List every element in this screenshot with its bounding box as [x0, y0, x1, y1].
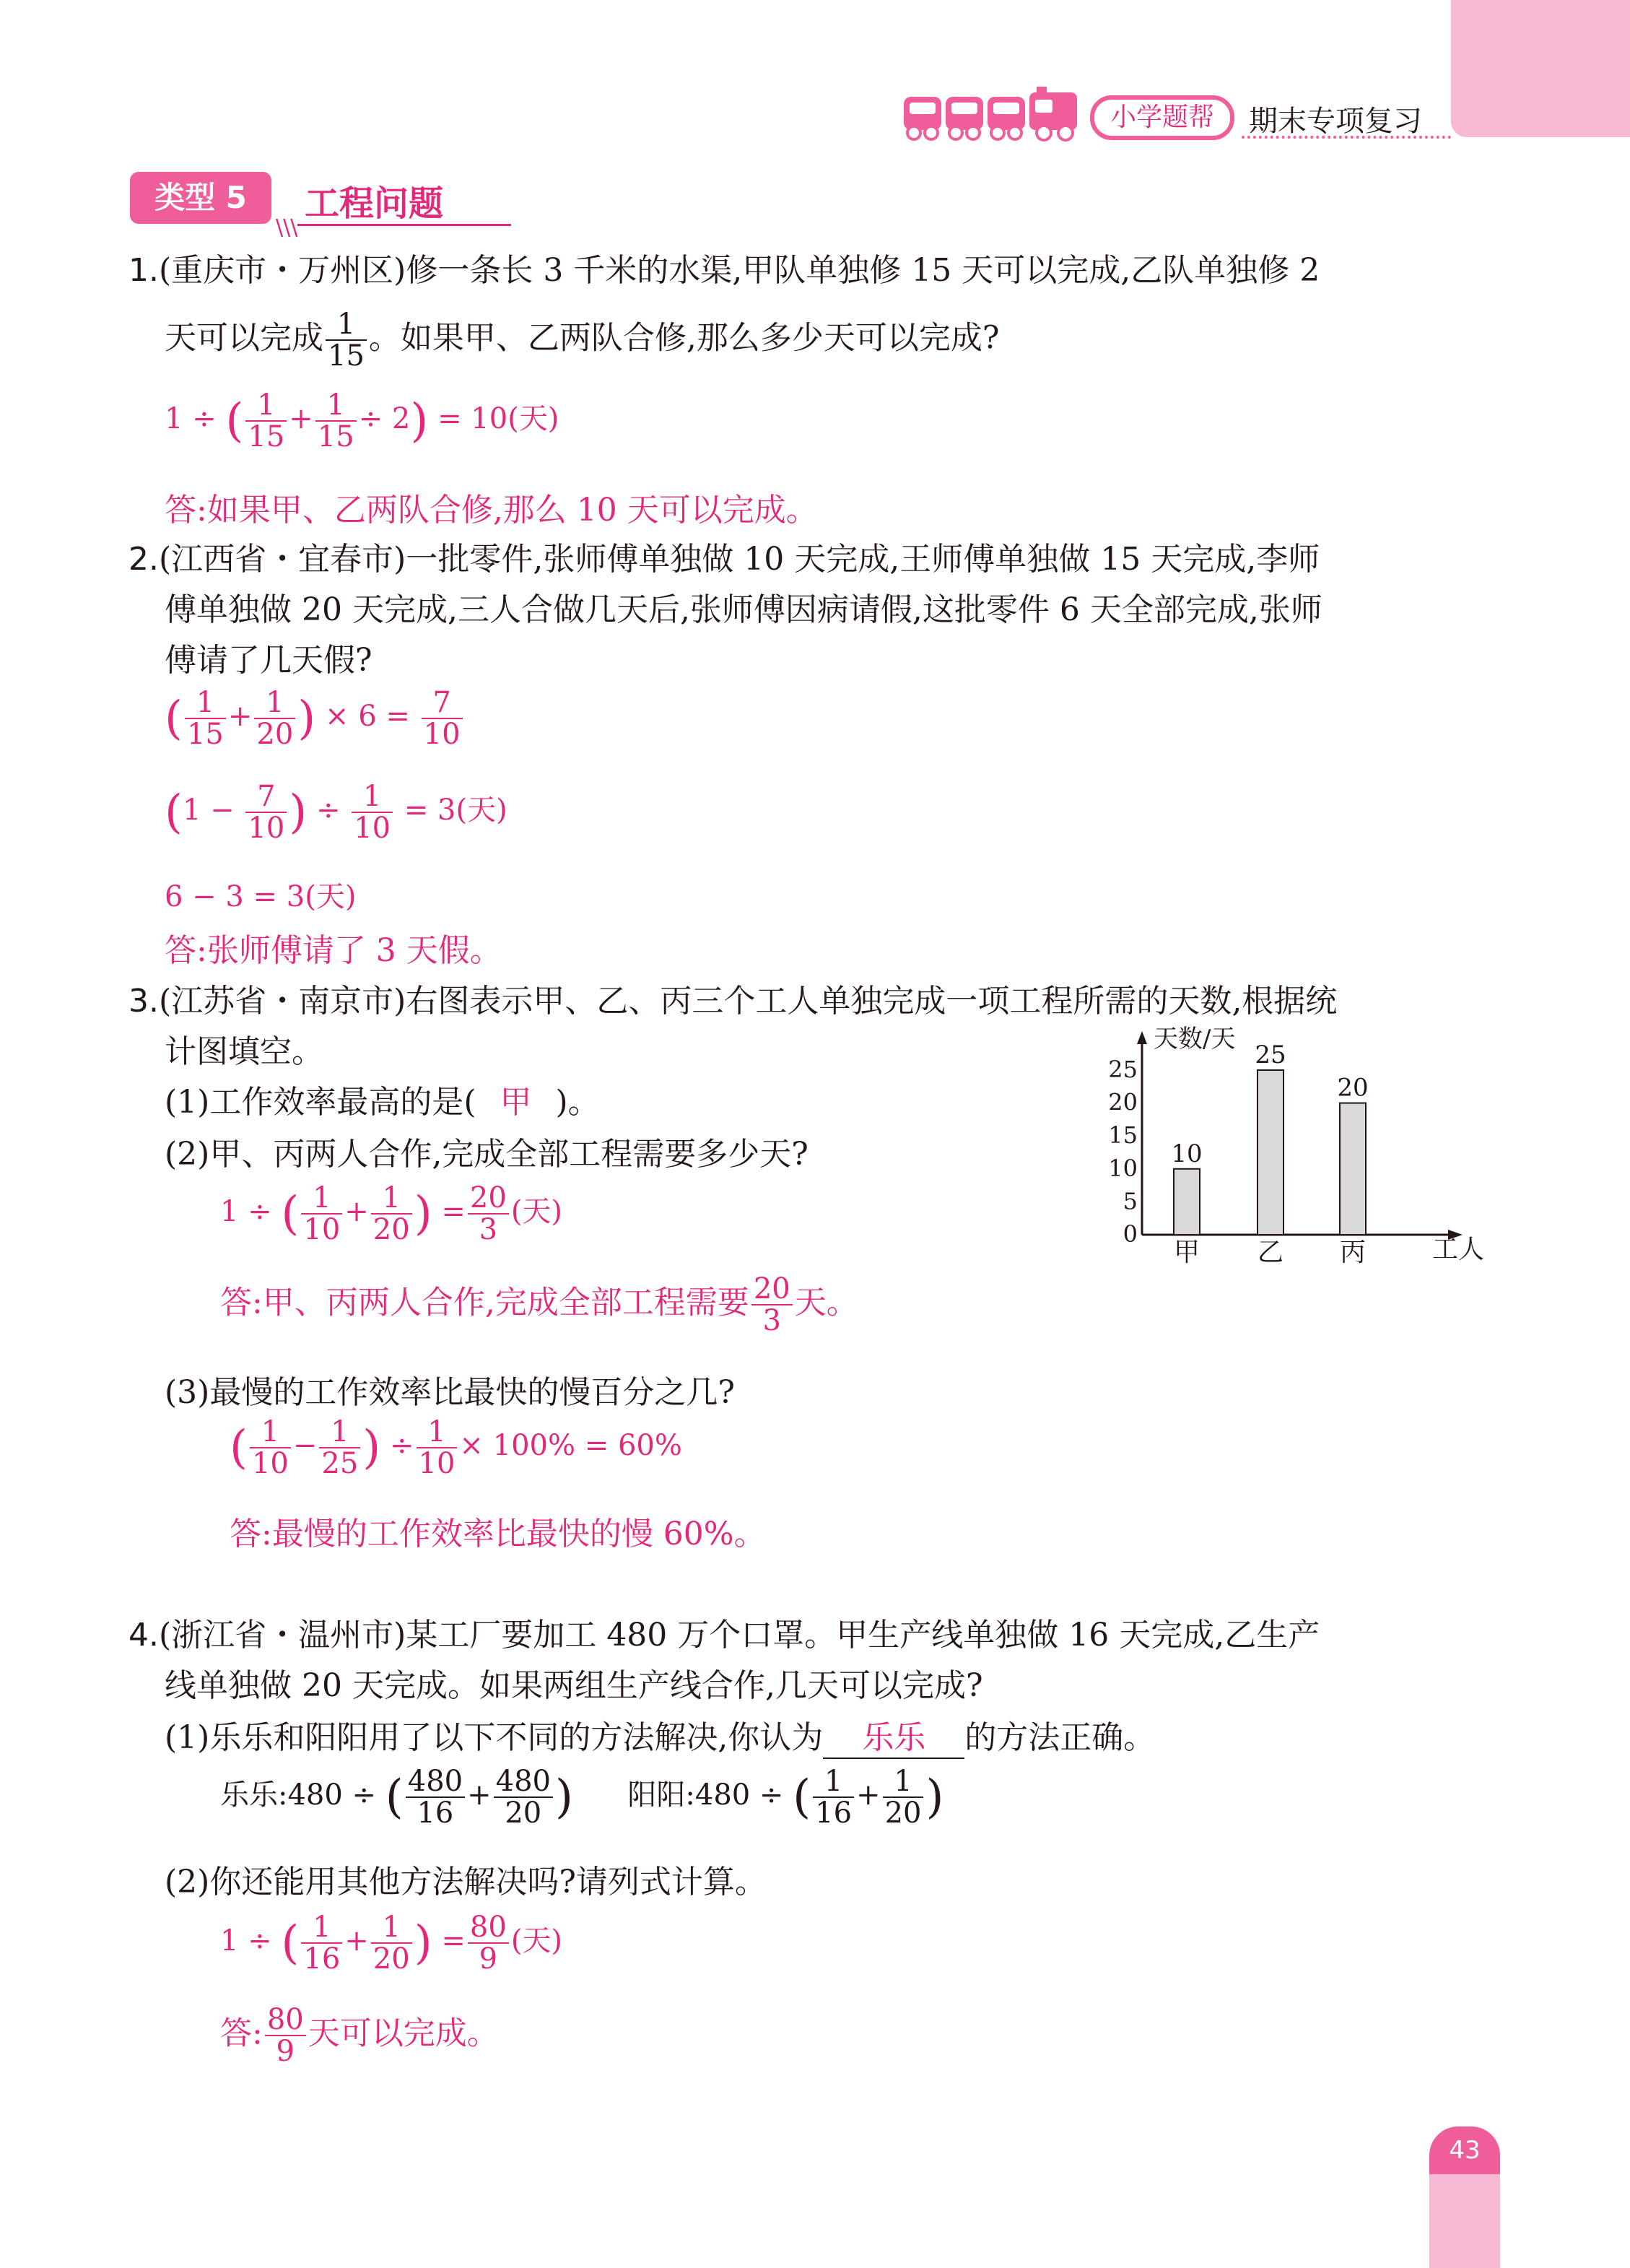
- brand-badge: 小学题帮: [1090, 95, 1234, 140]
- x-category-label: 乙: [1257, 1238, 1284, 1267]
- y-axis-arrow: [1137, 1031, 1147, 1044]
- q4-part-1-answer: 乐乐: [823, 1711, 964, 1759]
- q3-part-2: (2)甲、丙两人合作,完成全部工程需要多少天?: [165, 1136, 809, 1173]
- page-number: 43: [1449, 2136, 1481, 2165]
- q3-part-3: (3)最慢的工作效率比最快的慢百分之几?: [165, 1374, 735, 1411]
- q2-calc-2: (1 − $\frac{7}{10}$ ) ÷ $\frac{1}{10}$ = 3(天): [165, 780, 507, 845]
- y-tick-label: 20: [1108, 1088, 1138, 1116]
- q1-fraction: $\frac{1}{15}$: [326, 309, 367, 371]
- q2-calc-3: 6 − 3 = 3(天): [165, 880, 357, 913]
- bar-chart: [1108, 1025, 1516, 1271]
- q1-line-1: 1.(重庆市・万州区)修一条长 3 千米的水渠,甲队单独修 15 天可以完成,乙队单独修 2: [128, 252, 1320, 289]
- q1-calc: 1 ÷ ( $\frac{1}{15}$ + $\frac{1}{15}$ ÷ 2) = 10(天): [165, 388, 559, 453]
- q3-part-3-calc: ( $\frac{1}{10}$ − $\frac{1}{25}$ ) ÷ $\frac{1}{10}$ × 100% = 60%: [230, 1415, 682, 1480]
- train-icon: [902, 87, 1083, 144]
- q3-part-2-calc: 1 ÷ ( $\frac{1}{10}$ + $\frac{1}{20}$ ) = $\frac{20}{3}$ (天): [220, 1181, 563, 1246]
- q4-methods: 乐乐:480 ÷ ( $\frac{480}{16}$ + $\frac{480}{20}$ ) 阳阳:480 ÷ ( $\frac{1}{16}$ + $\frac{1}{20}$ ): [220, 1765, 944, 1830]
- x-category-label: 甲: [1173, 1238, 1200, 1267]
- q3-part-1: (1)工作效率最高的是( 甲 )。: [165, 1076, 600, 1122]
- q3-part-3-answer: 答:最慢的工作效率比最快的慢 60%。: [230, 1516, 766, 1552]
- q4-part-2: (2)你还能用其他方法解决吗?请列式计算。: [165, 1864, 767, 1900]
- type-underline: [297, 224, 511, 226]
- q1-line-2: 天可以完成 $\frac{1}{15}$ 。如果甲、乙两队合修,那么多少天可以完成?: [165, 308, 1000, 373]
- q2-answer: 答:张师傅请了 3 天假。: [165, 932, 502, 969]
- section-title: 期末专项复习: [1249, 105, 1422, 138]
- bar-1: [1258, 1070, 1283, 1235]
- q4-part-1: (1)乐乐和阳阳用了以下不同的方法解决,你认为 乐乐 的方法正确。: [165, 1711, 1155, 1759]
- q2-calc-1: ( $\frac{1}{15}$ + $\frac{1}{20}$ ) × 6 = $\frac{7}{10}$: [165, 687, 465, 750]
- q4-part-2-calc: 1 ÷ ( $\frac{1}{16}$ + $\frac{1}{20}$ ) = $\frac{80}{9}$ (天): [220, 1911, 563, 1976]
- x-category-label: 丙: [1339, 1238, 1367, 1267]
- bar-0: [1174, 1169, 1200, 1235]
- type-title: 工程问题: [305, 183, 444, 224]
- q3-part-1-answer: 甲: [500, 1084, 532, 1121]
- y-tick-label: 25: [1108, 1056, 1138, 1083]
- q4-line-1: 4.(浙江省・温州市)某工厂要加工 480 万个口罩。甲生产线单独做 16 天完成,乙生产: [128, 1617, 1320, 1654]
- y-tick-label: 15: [1108, 1121, 1138, 1150]
- q2-line-1: 2.(江西省・宜春市)一批零件,张师傅单独做 10 天完成,王师傅单独做 15 天完成,李师: [128, 541, 1320, 578]
- y-tick-label: 10: [1108, 1154, 1138, 1182]
- q3-line-1: 3.(江苏省・南京市)右图表示甲、乙、丙三个工人单独完成一项工程所需的天数,根据统: [128, 983, 1338, 1020]
- q3-line-2: 计图填空。: [165, 1033, 323, 1070]
- bar-value-label: 10: [1171, 1139, 1203, 1168]
- section-underline: [1242, 136, 1451, 139]
- q4-part-2-answer: 答: $\frac{80}{9}$ 天可以完成。: [220, 2003, 499, 2068]
- bar-2: [1340, 1103, 1366, 1235]
- x-axis-label: 工人: [1432, 1235, 1485, 1264]
- q2-line-2: 傅单独做 20 天完成,三人合做几天后,张师傅因病请假,这批零件 6 天全部完成,张师: [165, 591, 1322, 628]
- type-slash-decoration: \\\: [276, 215, 298, 240]
- y-tick-label: 0: [1123, 1220, 1138, 1248]
- q1-answer: 答:如果甲、乙两队合修,那么 10 天可以完成。: [165, 492, 818, 529]
- q4-line-2: 线单独做 20 天完成。如果两组生产线合作,几天可以完成?: [165, 1667, 983, 1704]
- y-axis-label: 天数/天: [1154, 1025, 1236, 1053]
- header-corner-tab: [1451, 0, 1630, 137]
- type-badge: 类型 5: [130, 172, 271, 224]
- bar-value-label: 20: [1337, 1073, 1369, 1103]
- q3-part-2-answer: 答:甲、丙两人合作,完成全部工程需要 $\frac{20}{3}$ 天。: [220, 1272, 858, 1337]
- y-tick-label: 5: [1123, 1187, 1138, 1215]
- bar-value-label: 25: [1255, 1040, 1286, 1069]
- q2-line-3: 傅请了几天假?: [165, 642, 372, 679]
